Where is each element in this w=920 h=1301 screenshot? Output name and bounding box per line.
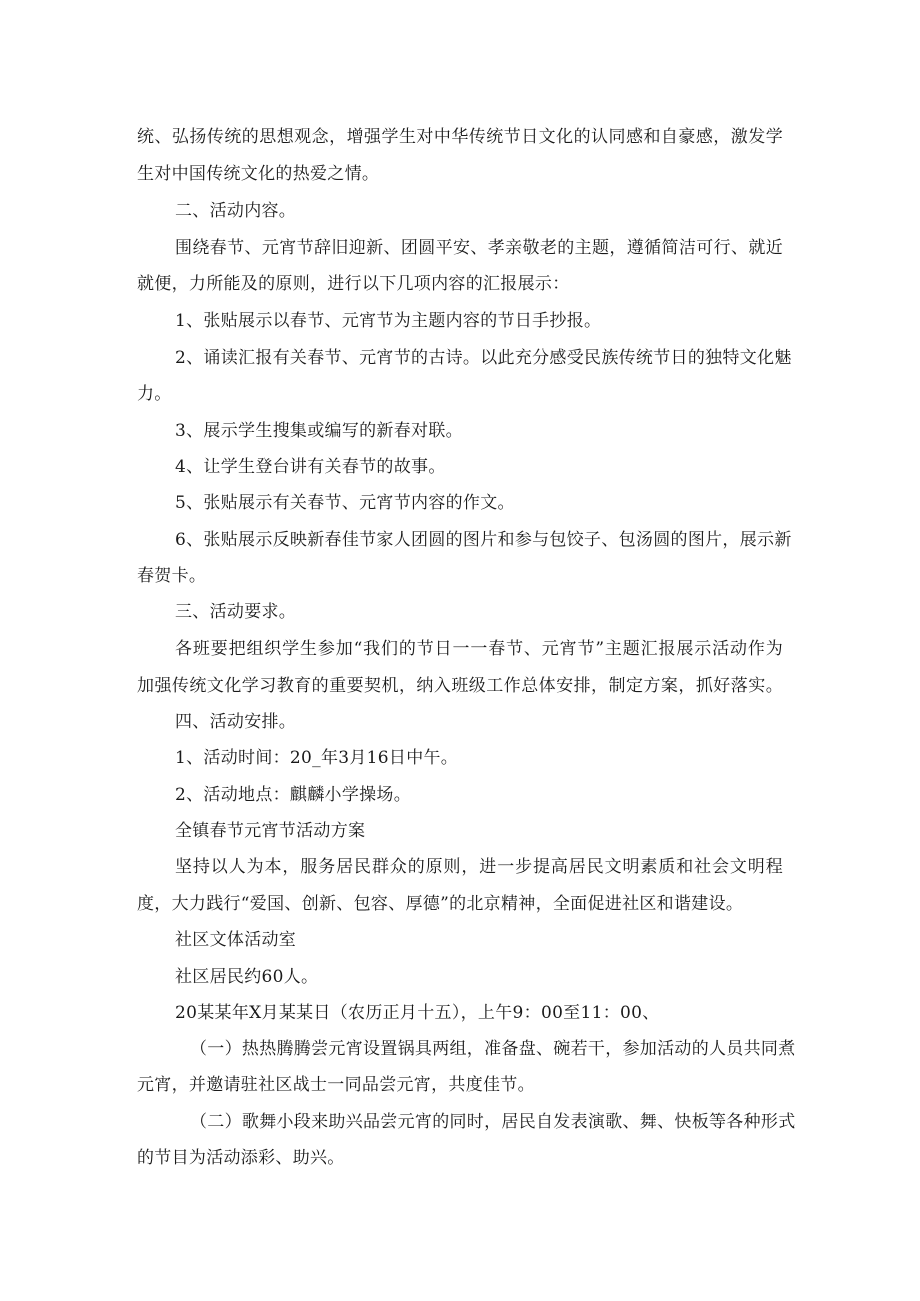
paragraph-line: 就便，力所能及的原则，进行以下几项内容的汇报展示：	[137, 274, 570, 294]
paragraph-line: 度，大力践行“爱国、创新、包容、厚德”的北京精神，全面促进社区和谐建设。	[137, 894, 744, 914]
paragraph-line: （一）热热腾腾尝元宵设置锅具两组，准备盘、碗若干，参加活动的人员共同煮	[190, 1039, 796, 1059]
list-item: 4、让学生登台讲有关春节的故事。	[175, 457, 446, 477]
paragraph-line: 围绕春节、元宵节辞旧迎新、团圆平安、孝亲敬老的主题，遵循简洁可行、就近	[175, 238, 783, 258]
schedule-location: 2、活动地点：麒麟小学操场。	[175, 785, 412, 805]
section-heading: 二、活动内容。	[175, 201, 297, 221]
section-heading: 三、活动要求。	[175, 602, 297, 622]
activity-venue: 社区文体活动室	[175, 930, 297, 950]
activity-participants: 社区居民约60人。	[175, 967, 319, 987]
section-heading: 四、活动安排。	[175, 712, 297, 732]
paragraph-line: 的节目为活动添彩、助兴。	[137, 1148, 345, 1168]
list-item: 3、展示学生搜集或编写的新春对联。	[175, 421, 463, 441]
paragraph-line: 统、弘扬传统的思想观念，增强学生对中华传统节日文化的认同感和自豪感，激发学	[137, 127, 783, 147]
list-item-continuation: 力。	[137, 384, 172, 404]
schedule-time: 1、活动时间：20_年3月16日中午。	[175, 748, 459, 768]
paragraph-line: 元宵，并邀请驻社区战士一同品尝元宵，共度佳节。	[137, 1075, 535, 1095]
paragraph-line: 各班要把组织学生参加“我们的节日一一春节、元宵节”主题汇报展示活动作为	[175, 639, 783, 659]
list-item: 6、张贴展示反映新春佳节家人团圆的图片和参与包饺子、包汤圆的图片，展示新	[175, 530, 792, 550]
list-item: 1、张贴展示以春节、元宵节为主题内容的节日手抄报。	[175, 311, 602, 331]
list-item: 2、诵读汇报有关春节、元宵节的古诗。以此充分感受民族传统节日的独特文化魅	[175, 348, 792, 368]
list-item-continuation: 春贺卡。	[137, 566, 207, 586]
paragraph-line: （二）歌舞小段来助兴品尝元宵的同时，居民自发表演歌、舞、快板等各种形式	[190, 1112, 796, 1132]
paragraph-line: 加强传统文化学习教育的重要契机，纳入班级工作总体安排，制定方案，抓好落实。	[137, 676, 783, 696]
paragraph-line: 坚持以人为本，服务居民群众的原则，进一步提高居民文明素质和社会文明程	[175, 857, 783, 877]
paragraph-line: 生对中国传统文化的热爱之情。	[137, 164, 380, 184]
list-item: 5、张贴展示有关春节、元宵节内容的作文。	[175, 493, 515, 513]
activity-time: 20某某年X月某某日（农历正月十五），上午9：00至11：00、	[175, 1003, 660, 1023]
document-subtitle: 全镇春节元宵节活动方案	[175, 821, 366, 841]
